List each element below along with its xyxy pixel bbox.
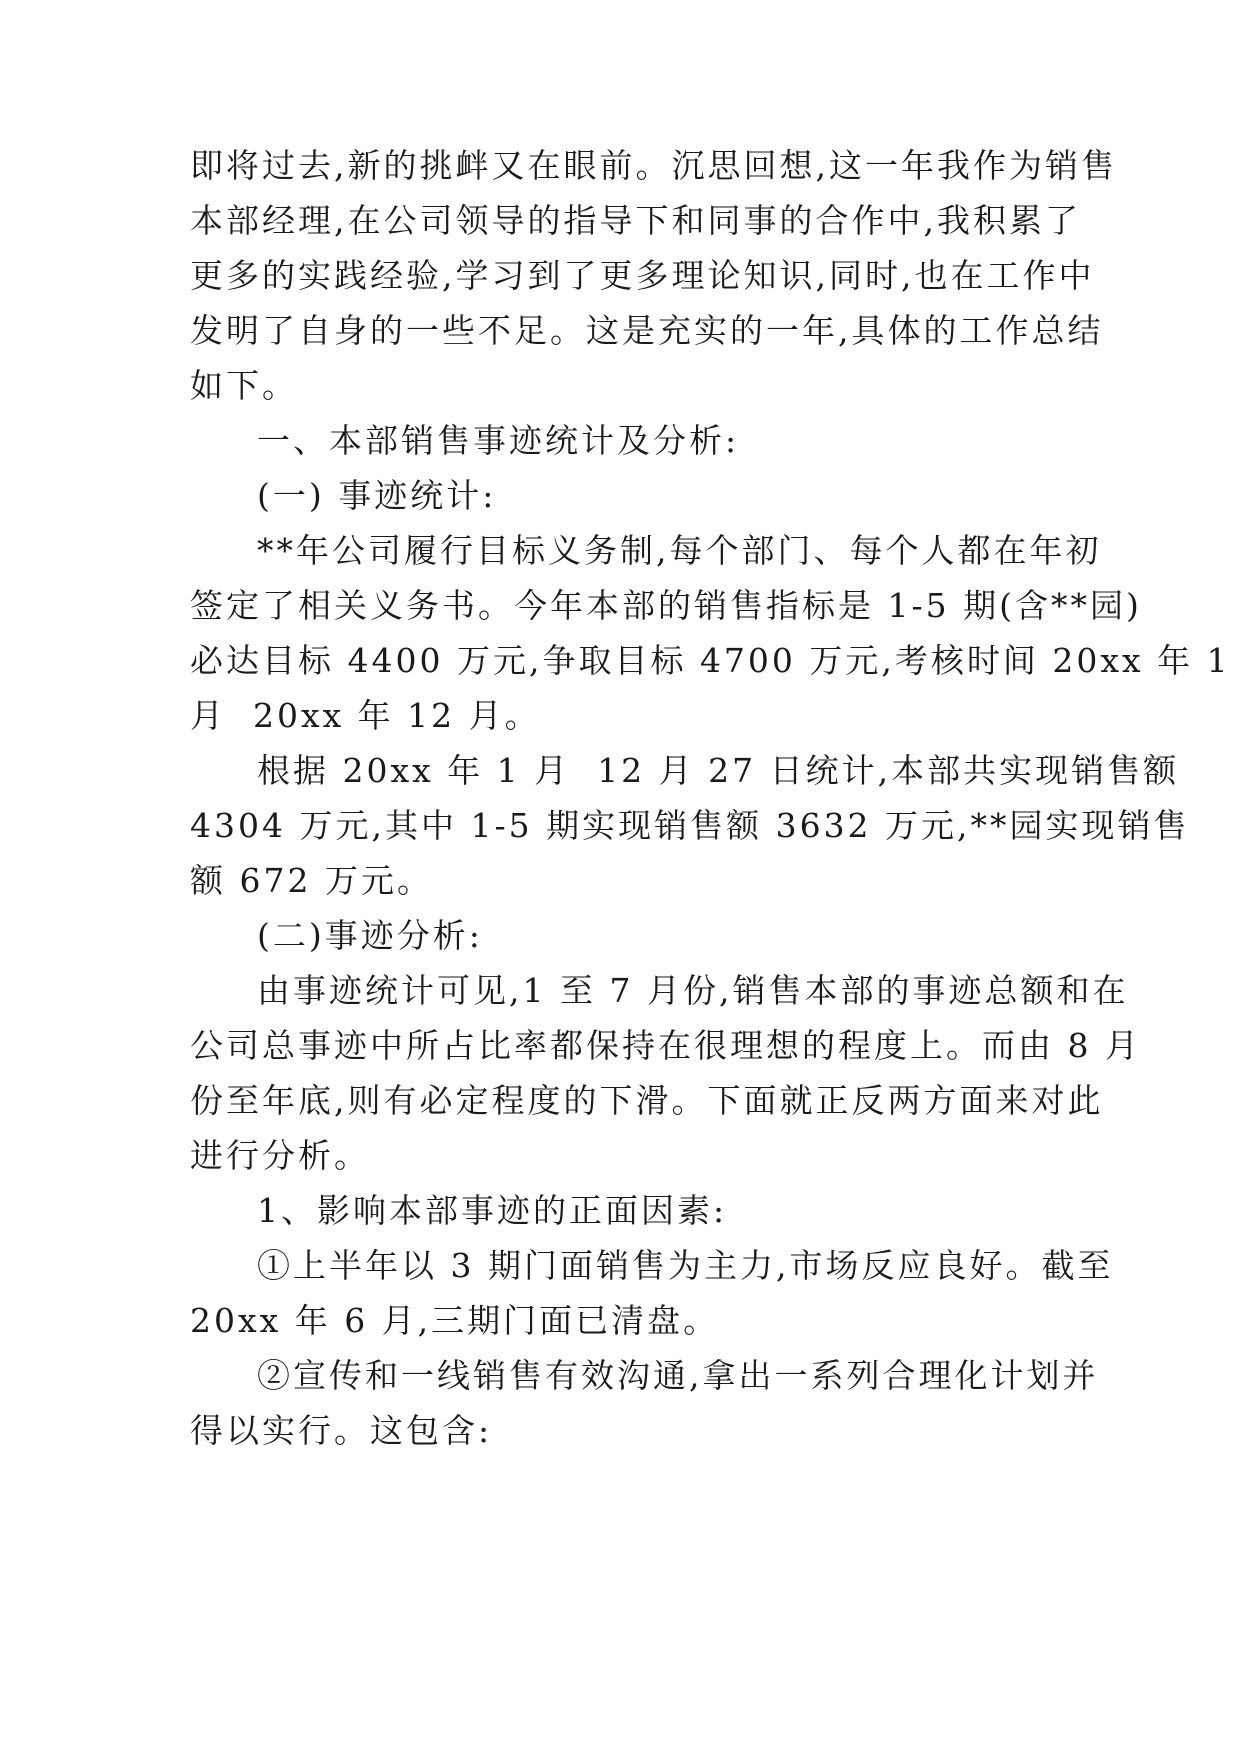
text-line: 根据 20xx 年 1 月 12 月 27 日统计,本部共实现销售额 — [257, 751, 1180, 790]
text-line: 4304 万元,其中 1-5 期实现销售额 3632 万元,**园实现销售 — [190, 806, 1190, 845]
text-line: 本部经理,在公司领导的指导下和同事的合作中,我积累了 — [190, 201, 1081, 240]
text-line: 如下。 — [190, 366, 298, 405]
text-line: 即将过去,新的挑衅又在眼前。沉思回想,这一年我作为销售 — [190, 146, 1117, 185]
text-line: 额 672 万元。 — [190, 861, 433, 900]
text-line: ①上半年以 3 期门面销售为主力,市场反应良好。截至 — [257, 1246, 1114, 1285]
text-line: 公司总事迹中所占比率都保持在很理想的程度上。而由 8 月 — [190, 1026, 1141, 1065]
text-line: 必达目标 4400 万元,争取目标 4700 万元,考核时间 20xx 年 1 — [190, 641, 1231, 680]
text-line: **年公司履行目标义务制,每个部门、每个人都在年初 — [257, 531, 1102, 570]
text-line: 进行分析。 — [190, 1136, 370, 1175]
text-line: ②宣传和一线销售有效沟通,拿出一系列合理化计划并 — [257, 1356, 1099, 1395]
list-heading: 1、影响本部事迹的正面因素: — [257, 1191, 728, 1230]
text-line: 更多的实践经验,学习到了更多理论知识,同时,也在工作中 — [190, 256, 1095, 295]
text-line: 得以实行。这包含: — [190, 1411, 493, 1450]
text-line: 签定了相关义务书。今年本部的销售指标是 1-5 期(含**园) — [190, 586, 1142, 625]
section-heading: 一、本部销售事迹统计及分析: — [257, 421, 740, 460]
text-line: 20xx 年 6 月,三期门面已清盘。 — [190, 1301, 720, 1340]
text-line: 由事迹统计可见,1 至 7 月份,销售本部的事迹总额和在 — [257, 971, 1129, 1010]
subsection-heading: (一) 事迹统计: — [257, 476, 497, 515]
subsection-heading: (二)事迹分析: — [257, 916, 483, 955]
text-line: 月 20xx 年 12 月。 — [190, 696, 541, 735]
text-line: 份至年底,则有必定程度的下滑。下面就正反两方面来对此 — [190, 1081, 1104, 1120]
text-line: 发明了自身的一些不足。这是充实的一年,具体的工作总结 — [190, 311, 1104, 350]
